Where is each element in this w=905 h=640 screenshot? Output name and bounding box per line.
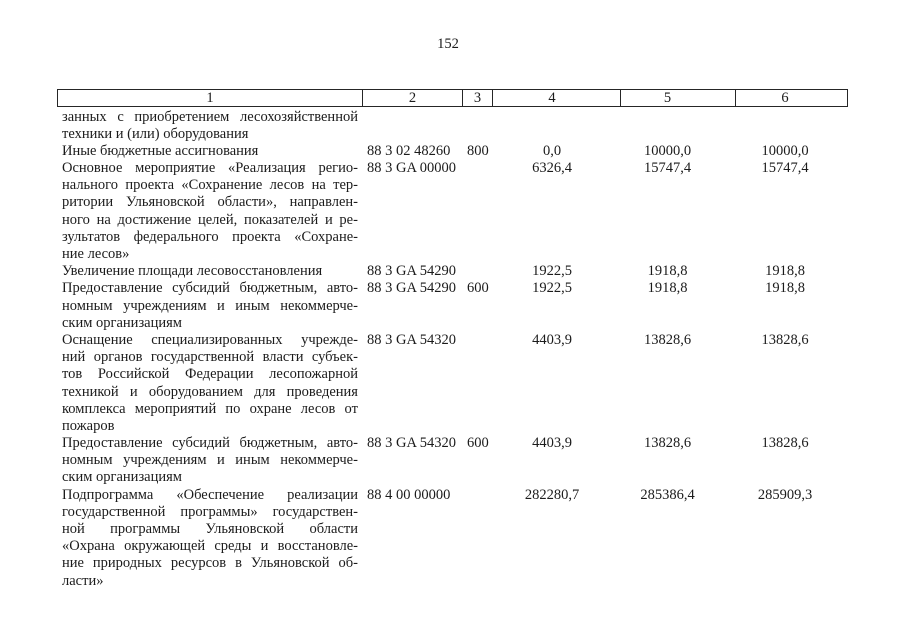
word: направлен- [289,194,358,211]
description-line [62,384,358,401]
table-row [0,280,905,332]
value-col-5: 13828,6 [643,331,692,348]
word: показателей [243,211,319,228]
expense-type-code: 800 [467,142,489,159]
word: Основное [62,160,123,177]
word: Российской [97,366,170,383]
value-col-4: 6326,4 [532,160,572,177]
description-line [62,401,358,418]
word: лесов [269,177,305,194]
description-line: ским организациям [62,469,182,486]
page-number: 152 [437,36,459,52]
word: и [129,383,138,400]
table-row [0,143,905,160]
word: тер- [333,177,358,194]
description-line [62,177,358,194]
value-col-4: 1922,5 [532,280,572,297]
header-col-1: 1 [206,90,214,106]
word: комплекса [62,400,126,417]
word: Предоставление [62,435,163,452]
expense-type-code: 600 [467,280,489,297]
word: достижение [117,211,192,228]
word: приобретением [134,108,230,125]
word: авто- [326,280,358,297]
description-line: Иные бюджетные ассигнования [62,142,259,159]
value-col-6: 13828,6 [761,435,809,452]
description-line: Увеличение площади лесовосстановления [62,263,323,280]
word: ной [62,521,85,537]
word: лесопожарной [269,366,358,383]
word: специализированных [151,331,283,348]
word: государственной [62,503,166,520]
word: проекта [232,228,281,245]
description-line [62,487,358,504]
word: по [225,400,241,417]
word: природных [92,555,162,572]
budget-code: 88 4 00 00000 [367,486,451,503]
row-description [62,332,358,435]
word: лесов [300,400,336,417]
description-line [62,349,358,366]
table-row [0,160,905,263]
word: ритории [62,194,114,211]
word: иным [235,297,270,314]
word: органов [93,349,143,366]
word: ного [62,211,90,228]
word: субсидий [172,435,230,452]
word: некоммерче- [280,452,358,469]
description-line [62,212,358,229]
word: иным [235,452,270,469]
word: регио- [318,160,358,177]
word: нального [62,177,119,194]
value-col-4: 4403,9 [532,331,572,348]
word: на [96,211,111,228]
value-col-5: 15747,4 [643,160,692,177]
row-description [62,487,358,590]
expense-type-code: 600 [467,435,489,452]
word: бюджетным, [239,280,318,297]
word: реализации [287,486,358,503]
description-line: техники и (или) оборудования [62,125,249,142]
word: «Охрана [62,538,115,555]
word: области [309,521,358,537]
word: номным [62,297,113,314]
word: «Сохране- [294,228,358,245]
word: и [217,297,225,314]
word: целей, [197,211,238,228]
description-line [62,298,358,315]
word: «Сохранение [181,177,263,194]
word: и [217,452,225,469]
word: ние [62,555,84,572]
word: субсидий [172,280,230,297]
value-col-6: 1918,8 [765,280,805,297]
word: мероприятий [134,400,217,417]
description-line [62,521,358,538]
header-col-4: 4 [548,90,556,106]
budget-code: 88 3 GA 54290 [367,280,457,297]
row-description [62,280,358,332]
value-col-5: 1918,8 [647,263,688,280]
value-col-6: 10000,0 [761,142,809,159]
description-line [62,332,358,349]
word: Ульяновской [205,521,285,537]
budget-code: 88 3 02 48260 [367,142,451,159]
budget-code: 88 3 GA 54320 [367,435,457,452]
word: программы» [180,503,258,520]
word: государствен- [272,503,358,520]
value-col-4: 1922,5 [532,263,572,280]
value-col-4: 282280,7 [524,486,580,503]
word: окружающей [124,538,206,555]
value-col-4: 0,0 [542,142,562,159]
table-body [0,109,905,590]
word: Предоставление [62,280,163,297]
header-col-5: 5 [663,90,672,106]
description-line [62,160,358,177]
row-description [62,160,358,263]
value-col-5: 10000,0 [643,142,692,159]
word: учреждениям [123,452,207,469]
value-col-6: 15747,4 [761,160,809,177]
description-line: ние лесов» [62,246,130,262]
table-row [0,435,905,487]
table-row [0,263,905,280]
word: мероприятие [135,160,216,177]
value-col-5: 285386,4 [640,486,695,503]
word: учреждениям [123,297,207,314]
description-line [62,452,358,469]
word: власти [262,349,304,366]
value-col-6: 13828,6 [761,331,809,348]
description-line: ским организациям [62,314,182,331]
word: охране [249,400,292,417]
word: ресурсов [170,555,227,572]
description-line [62,280,358,297]
budget-code: 88 3 GA 54290 [367,263,457,280]
description-line: пожаров [62,417,115,434]
header-col-3: 3 [473,90,482,106]
description-line [62,435,358,452]
word: в [235,555,242,572]
description-line [62,555,358,572]
word: федерального [133,228,219,245]
budget-code: 88 3 GA 54320 [367,331,457,348]
word: номным [62,452,113,469]
word: техникой [62,383,119,400]
word: оборудованием [148,383,243,400]
header-col-2: 2 [408,90,417,106]
word: для [254,383,276,400]
row-description [62,263,358,280]
description-line [62,538,358,555]
value-col-6: 285909,3 [757,486,813,503]
word: проекта [125,177,175,194]
word: Подпрограмма [62,486,154,503]
budget-code: 88 3 GA 00000 [367,160,457,177]
table-row [0,487,905,590]
word: субъек- [311,349,358,366]
description-line [62,109,358,126]
row-description [62,143,358,160]
word: от [344,400,358,417]
word: некоммерче- [280,297,358,314]
value-col-4: 4403,9 [532,435,572,452]
word: «Обеспечение [176,486,265,503]
word: зультатов [62,228,121,245]
description-line [62,504,358,521]
description-line [62,366,358,383]
word: и [324,211,333,228]
word: занных [62,108,107,125]
word: государственной [150,349,255,366]
word: Оснащение [62,331,133,348]
word: бюджетным, [239,435,318,452]
description-line: ласти» [62,572,104,589]
word: и [260,538,269,555]
word: восстановле- [277,538,358,555]
word: лесохозяйственной [240,108,358,125]
table-row [0,332,905,435]
row-description [62,435,358,487]
description-line [62,194,358,211]
word: учрежде- [301,331,358,348]
word: Федерации [185,366,254,383]
value-col-5: 13828,6 [643,435,692,452]
word: среды [214,538,252,555]
word: области», [217,194,277,211]
value-col-5: 1918,8 [647,280,688,297]
word: ре- [339,211,358,228]
table-header [57,89,848,107]
word: тов [62,366,83,383]
description-line [62,229,358,246]
word: на [311,177,326,194]
word: авто- [326,435,358,452]
word: об- [338,555,358,572]
word: ний [62,349,86,366]
row-description [62,109,358,143]
word: «Реализация [228,160,306,177]
table-row [0,109,905,143]
value-col-6: 1918,8 [765,263,805,280]
word: с [117,108,124,125]
header-col-6: 6 [781,90,789,106]
word: Ульяновской [125,194,205,211]
word: Ульяновской [250,555,330,572]
word: программы [110,521,181,537]
word: проведения [286,383,358,400]
